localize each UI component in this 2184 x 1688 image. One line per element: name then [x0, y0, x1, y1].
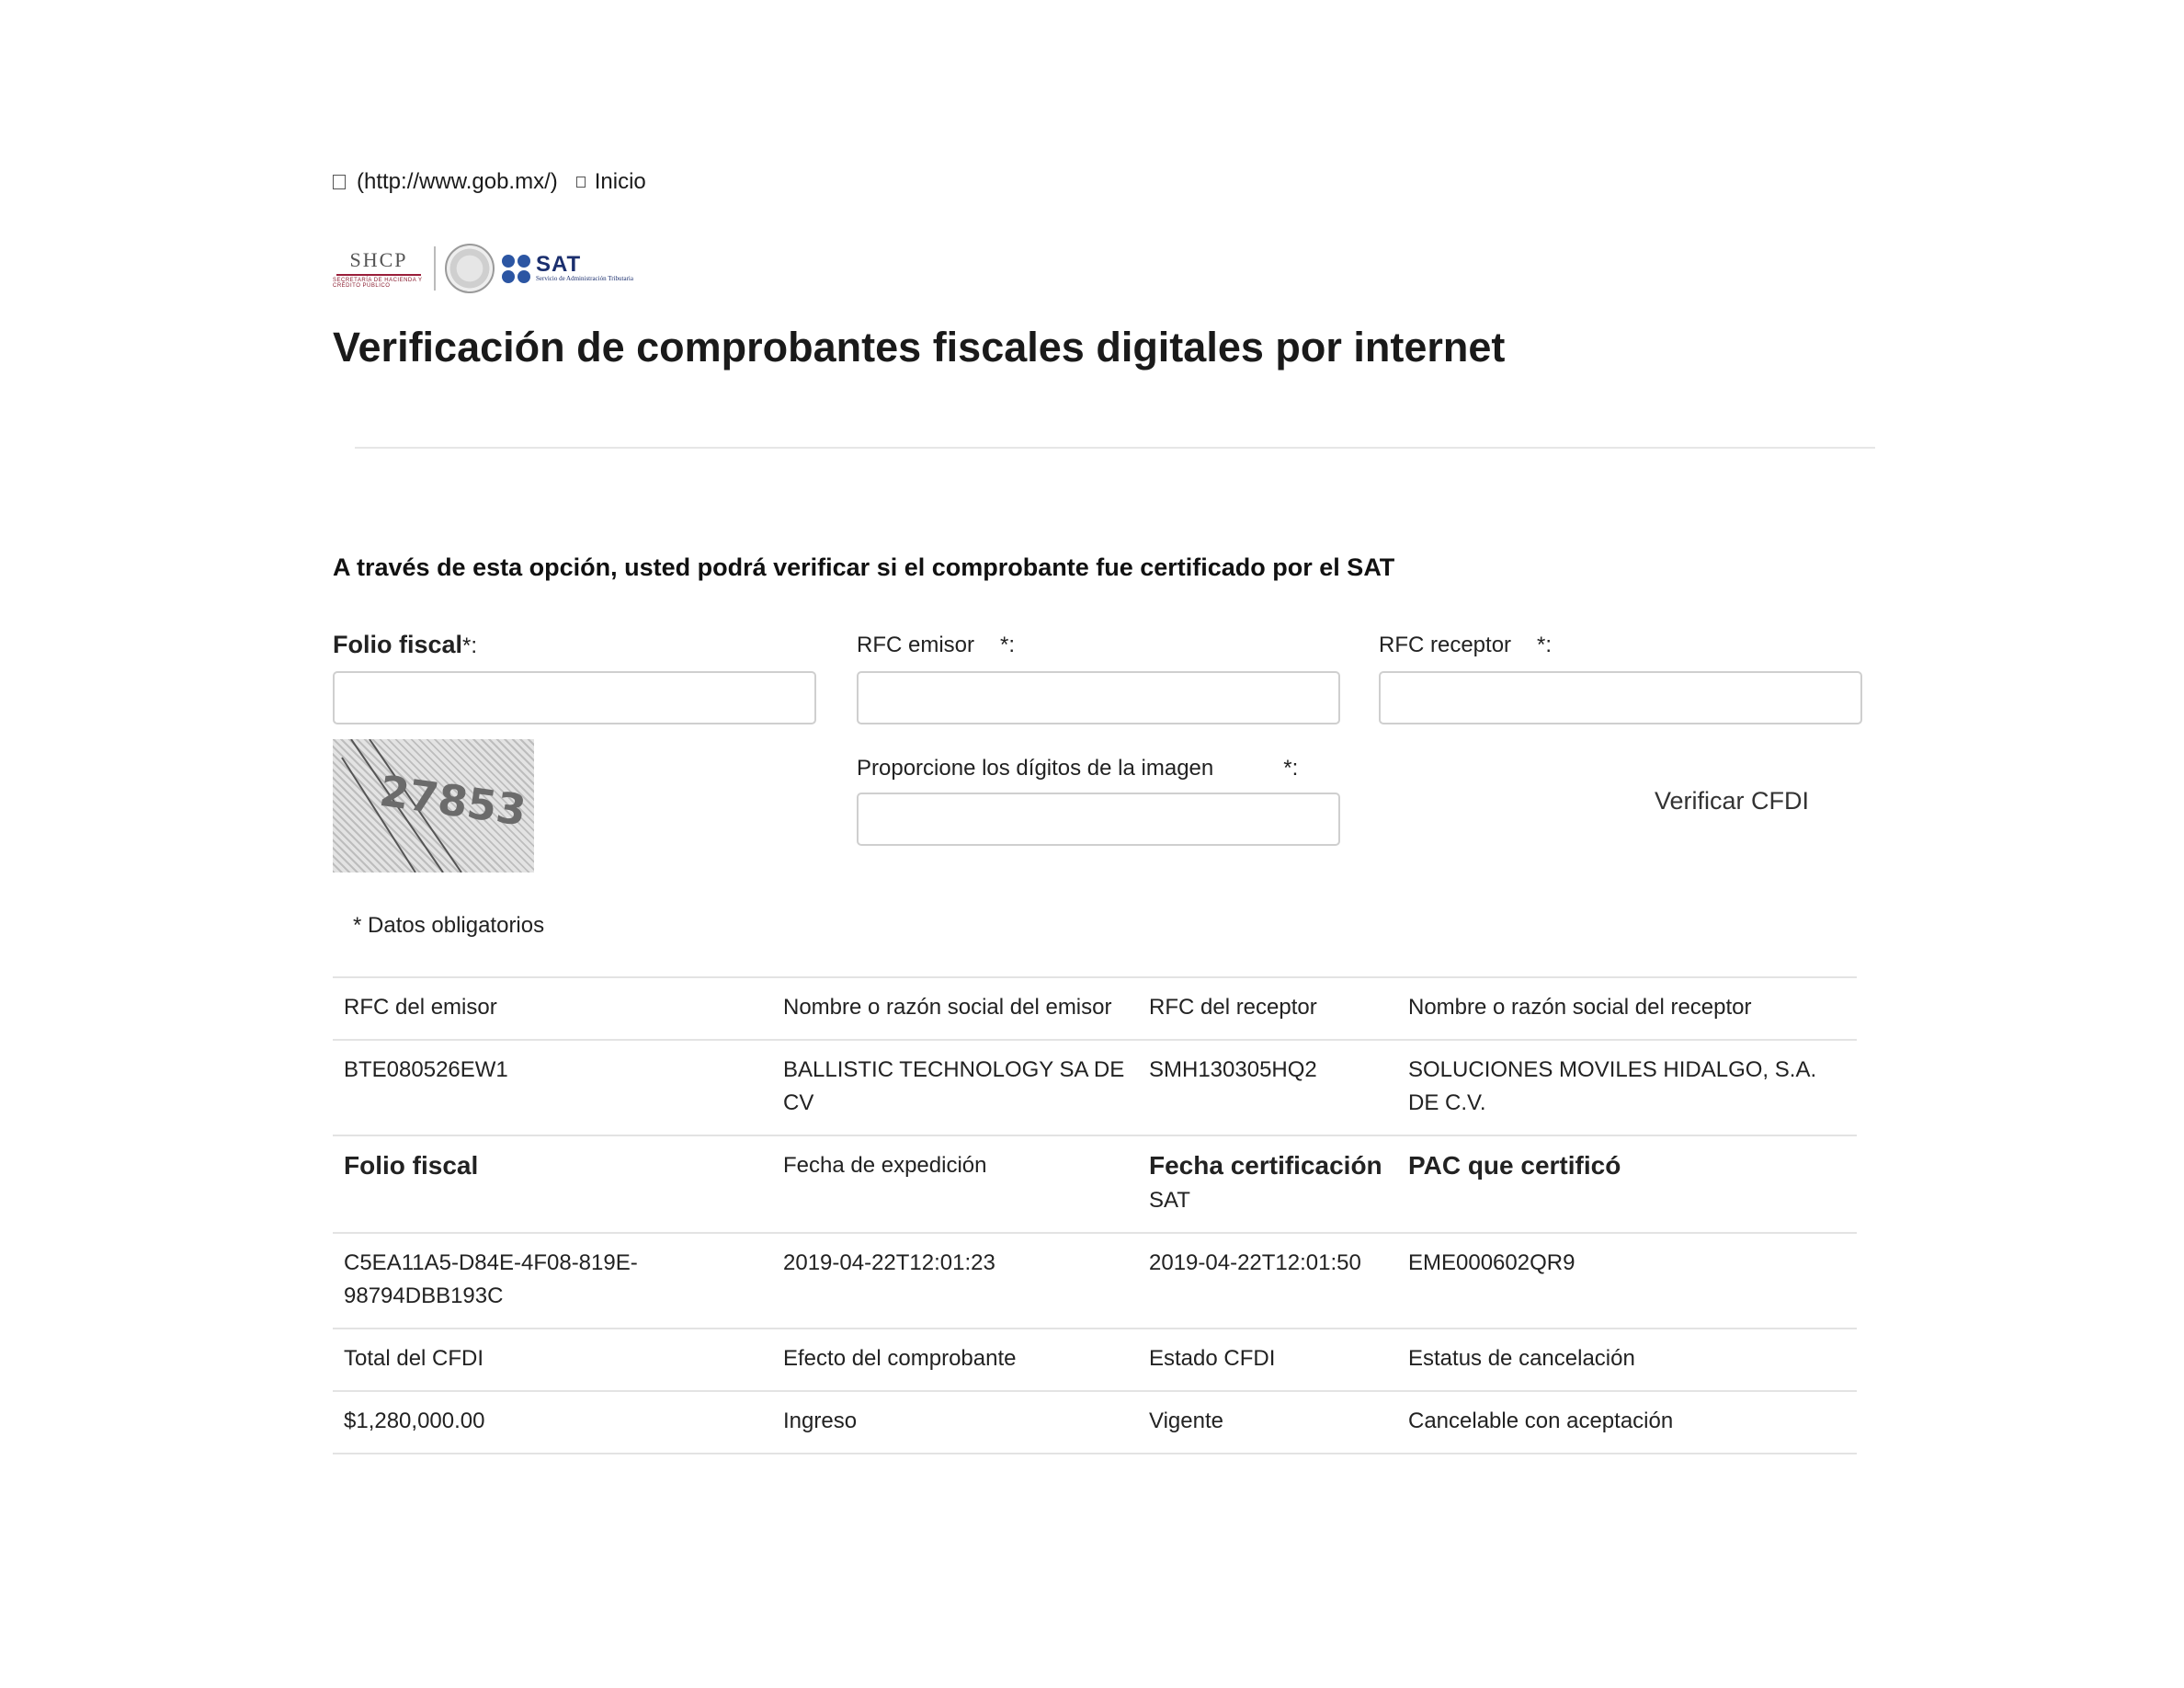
table-cell: RFC del emisor: [333, 977, 772, 1040]
table-cell: Estado CFDI: [1138, 1329, 1397, 1391]
header-logos: [333, 241, 633, 296]
top-nav: [333, 169, 646, 195]
table-cell: Total del CFDI: [333, 1329, 772, 1391]
table-cell: Nombre o razón social del receptor: [1397, 977, 1857, 1040]
captcha-image: [333, 739, 534, 873]
table-cell: $1,280,000.00: [333, 1391, 772, 1454]
table-cell: RFC del receptor: [1138, 977, 1397, 1040]
fecha-certificacion-suffix: SAT: [1149, 1188, 1190, 1213]
rfc-emisor-input[interactable]: [857, 671, 1340, 724]
gob-link[interactable]: (http://www.gob.mx/): [357, 169, 558, 194]
intro-text: A través de esta opción, usted podrá verificar si el comprobante fue certificado por el SAT: [333, 553, 1395, 581]
required-note: * Datos obligatorios: [353, 913, 545, 938]
folio-fiscal-label: Folio fiscal*:: [333, 631, 478, 658]
table-row: [333, 1135, 1857, 1233]
table-cell: Folio fiscal: [333, 1135, 772, 1233]
captcha-text: 27853: [376, 765, 529, 836]
table-cell: Nombre o razón social del emisor: [772, 977, 1138, 1040]
verify-cfdi-button[interactable]: Verificar CFDI: [1655, 787, 1810, 815]
table-cell: [1138, 1135, 1397, 1233]
table-row: [333, 1233, 1857, 1329]
table-cell: SOLUCIONES MOVILES HIDALGO, S.A. DE C.V.: [1397, 1040, 1857, 1135]
table-cell: Vigente: [1138, 1391, 1397, 1454]
home-link[interactable]: Inicio: [594, 169, 646, 194]
captcha-label: Proporcione los dígitos de la imagen *:: [857, 756, 1299, 781]
divider: [355, 447, 1875, 449]
table-row: [333, 977, 1857, 1040]
captcha-distortion: [333, 739, 534, 873]
rfc-receptor-input[interactable]: [1379, 671, 1862, 724]
table-row: [333, 1329, 1857, 1391]
home-icon: [576, 177, 586, 188]
table-cell: Cancelable con aceptación: [1397, 1391, 1857, 1454]
fecha-certificacion-label: Fecha certificación: [1149, 1151, 1382, 1180]
folio-fiscal-input[interactable]: [333, 671, 816, 724]
rfc-receptor-label: RFC receptor *:: [1379, 633, 1553, 657]
rfc-emisor-label: RFC emisor *:: [857, 633, 1016, 657]
table-cell: EME000602QR9: [1397, 1233, 1857, 1329]
table-cell: C5EA11A5-D84E-4F08-819E-98794DBB193C: [333, 1233, 772, 1329]
table-cell: Fecha de expedición: [772, 1135, 1138, 1233]
results-table: [333, 976, 1857, 1454]
sat-logo: SAT Servicio de Administración Tributaria: [502, 255, 633, 283]
table-cell: 2019-04-22T12:01:23: [772, 1233, 1138, 1329]
table-row: [333, 1391, 1857, 1454]
table-cell: 2019-04-22T12:01:50: [1138, 1233, 1397, 1329]
captcha-input[interactable]: [857, 793, 1340, 846]
table-cell: Ingreso: [772, 1391, 1138, 1454]
page-title: Verificación de comprobantes fiscales digitales por internet: [333, 324, 1506, 371]
table-cell: BALLISTIC TECHNOLOGY SA DE CV: [772, 1040, 1138, 1135]
external-link-icon: [333, 175, 346, 189]
table-cell: PAC que certificó: [1397, 1135, 1857, 1233]
table-cell: BTE080526EW1: [333, 1040, 772, 1135]
table-cell: SMH130305HQ2: [1138, 1040, 1397, 1135]
national-seal-icon: [445, 244, 495, 293]
table-cell: Estatus de cancelación: [1397, 1329, 1857, 1391]
table-row: [333, 1040, 1857, 1135]
shcp-logo: SHCP SECRETARÍA DE HACIENDA Y CRÉDITO PÚBLICO: [333, 248, 423, 289]
table-cell: Efecto del comprobante: [772, 1329, 1138, 1391]
logo-divider: [434, 246, 436, 291]
